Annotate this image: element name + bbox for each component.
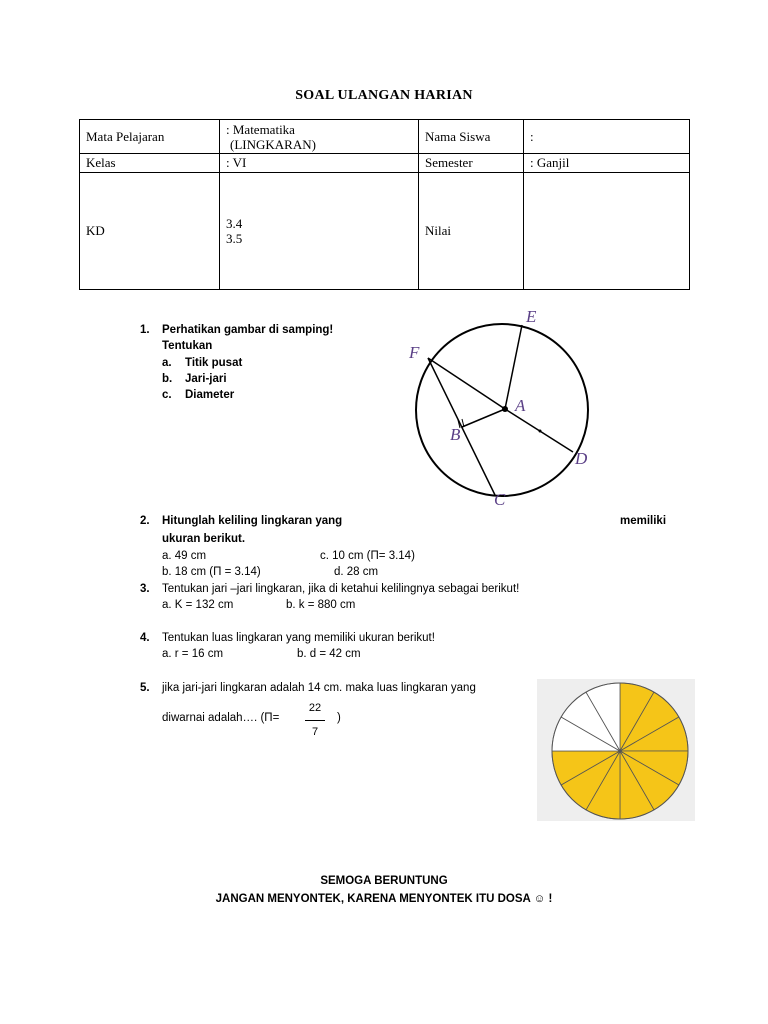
q5-number: 5. — [140, 682, 150, 694]
q1-line1: Perhatikan gambar di samping! — [162, 324, 334, 336]
q1-a-text: Titik pusat — [185, 357, 243, 369]
kd-label: KD — [80, 173, 220, 290]
label-d: D — [575, 449, 588, 468]
mapel-value-line2: (LINGKARAN) — [230, 136, 316, 152]
q1-c-text: Diameter — [185, 389, 235, 401]
mapel-label: Mata Pelajaran — [80, 120, 220, 154]
q5-line2-start: diwarnai adalah…. (Π= — [162, 712, 280, 724]
q2-option-d: d. 28 cm — [334, 566, 379, 578]
q2-line1-end: memiliki — [620, 515, 667, 527]
q3-line1: Tentukan jari –jari lingkaran, jika di ketahui kelilingnya sebagai berikut! — [162, 583, 520, 595]
q5-line2-end: ) — [337, 712, 341, 724]
label-b: B — [450, 425, 461, 444]
chord-f-c — [428, 358, 495, 495]
info-table — [79, 119, 690, 290]
q1-line2: Tentukan — [162, 340, 213, 352]
question-3 — [140, 581, 640, 615]
q2-number: 2. — [140, 515, 150, 527]
mapel-value — [220, 120, 419, 154]
nama-label: Nama Siswa — [419, 120, 524, 154]
q1-number: 1. — [140, 324, 150, 336]
footer-line2: JANGAN MENYONTEK, KARENA MENYONTEK ITU DOSA ☺ ! — [215, 893, 553, 905]
question-4 — [140, 630, 640, 664]
q3-number: 3. — [140, 583, 150, 595]
midpoint-mark — [539, 430, 542, 433]
question-1 — [140, 322, 400, 412]
q2-option-c: c. 10 cm (Π= 3.14) — [320, 550, 415, 562]
label-a: A — [515, 396, 526, 415]
radius-a-f — [428, 358, 505, 409]
footer-line1: SEMOGA BERUNTUNG — [320, 875, 448, 887]
q2-line1: Hitunglah keliling lingkaran yang — [162, 515, 343, 527]
kd-value-line2: 3.5 — [226, 231, 243, 246]
label-c: C — [494, 490, 506, 509]
kd-value-line1: 3.4 — [226, 216, 243, 231]
question-2-options — [162, 548, 462, 582]
segment-a-b — [462, 409, 505, 427]
nama-value[interactable]: : — [524, 120, 690, 154]
semester-label: Semester — [419, 154, 524, 173]
q2-option-a: a. 49 cm — [162, 550, 207, 562]
q1-b-text: Jari-jari — [185, 373, 227, 385]
q4-option-b: b. d = 42 cm — [297, 648, 361, 660]
pi-fraction-denominator: 7 — [311, 726, 319, 738]
pi-fraction — [305, 700, 325, 741]
kelas-value: : VI — [220, 154, 419, 173]
semester-value: : Ganjil — [524, 154, 690, 173]
nilai-value[interactable] — [524, 173, 690, 290]
q4-option-a: a. r = 16 cm — [162, 648, 224, 660]
q1-c-label: c. — [162, 389, 172, 401]
pie-slices — [552, 683, 688, 819]
kd-value — [220, 173, 419, 290]
circle-diagram — [400, 300, 600, 510]
label-f: F — [409, 343, 420, 362]
q4-number: 4. — [140, 632, 150, 644]
pi-fraction-numerator: 22 — [308, 702, 322, 714]
q1-b-label: b. — [162, 373, 173, 385]
q4-line1: Tentukan luas lingkaran yang memiliki ukuran berikut! — [162, 632, 435, 644]
label-e: E — [526, 307, 537, 326]
q3-option-a: a. K = 132 cm — [162, 599, 234, 611]
q2-option-b: b. 18 cm (Π = 3.14) — [162, 566, 261, 578]
question-5 — [140, 680, 530, 740]
page-title: SOAL ULANGAN HARIAN — [295, 88, 473, 103]
q5-line1: jika jari-jari lingkaran adalah 14 cm. maka luas lingkaran yang — [162, 682, 476, 694]
nilai-label: Nilai — [419, 173, 524, 290]
kelas-label: Kelas — [80, 154, 220, 173]
fraction-bar — [305, 720, 325, 721]
shaded-circle-figure — [537, 679, 695, 821]
mapel-value-line1: : Matematika — [226, 121, 295, 137]
center-point — [502, 406, 508, 412]
q1-a-label: a. — [162, 357, 172, 369]
q3-option-b: b. k = 880 cm — [286, 599, 356, 611]
q2-line2: ukuran berikut. — [162, 533, 246, 545]
